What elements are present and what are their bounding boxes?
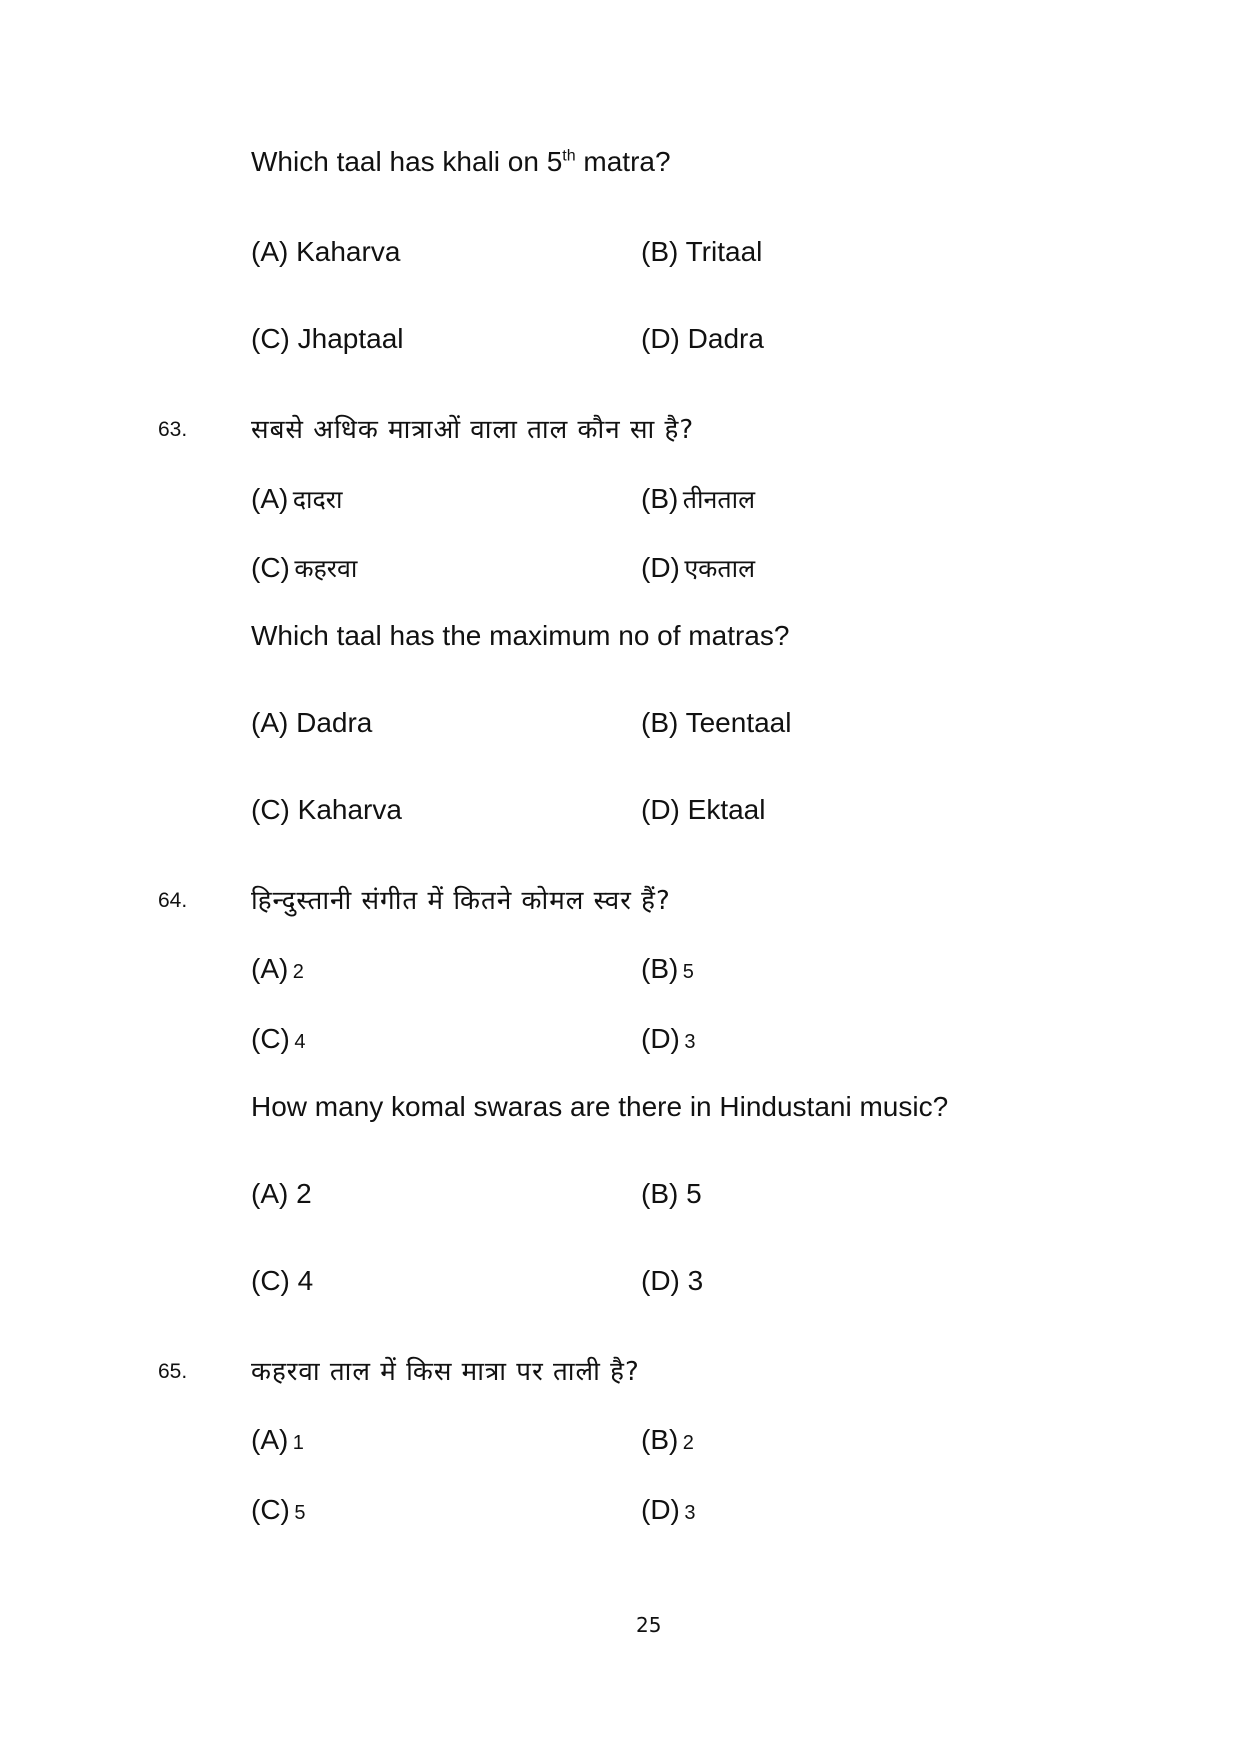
option-text: 3 (684, 1031, 696, 1053)
q63-hi-option-c (251, 551, 357, 585)
question-63-english: Which taal has the maximum no of matras? (251, 620, 790, 651)
q64-en-option-c (251, 1265, 313, 1297)
q62-option-a (251, 236, 400, 268)
option-label: (C) (251, 1494, 290, 1525)
option-text: Jhaptaal (297, 323, 404, 354)
option-label: (C) (251, 323, 290, 354)
q63-en-option-a (251, 707, 372, 739)
question-number-63: 63. (158, 418, 188, 441)
option-text: Kaharva (297, 794, 402, 825)
option-label: (C) (251, 794, 290, 825)
option-text: एकताल (684, 554, 756, 583)
option-label: (A) (251, 707, 289, 738)
option-text: 2 (296, 1178, 312, 1209)
option-label: (B) (641, 483, 679, 514)
q62-option-b (641, 236, 762, 268)
option-label: (C) (251, 1023, 290, 1054)
q63-en-option-d (641, 794, 765, 826)
option-text: 4 (297, 1265, 314, 1296)
q64-hi-option-d (641, 1023, 695, 1055)
option-text: Tritaal (685, 236, 763, 267)
option-text: तीनताल (682, 485, 756, 514)
option-text: कहरवा (294, 554, 358, 583)
option-text: 1 (292, 1432, 304, 1454)
q63-en-option-b (641, 707, 791, 739)
option-label: (A) (251, 1178, 289, 1209)
option-label: (B) (641, 953, 679, 984)
option-label: (B) (641, 236, 679, 267)
option-label: (D) (641, 1494, 680, 1525)
option-text: 2 (682, 1432, 694, 1454)
q65-hi-option-d (641, 1494, 695, 1526)
q62-option-c (251, 323, 404, 355)
option-label: (D) (641, 323, 680, 354)
option-label: (A) (251, 236, 289, 267)
option-label: (B) (641, 707, 679, 738)
question-62-text-end: matra? (575, 146, 671, 177)
q65-hi-option-b (641, 1424, 694, 1456)
option-text: Dadra (687, 323, 764, 354)
q65-hi-option-a (251, 1424, 304, 1456)
superscript-th: th (562, 147, 576, 165)
option-label: (D) (641, 1023, 680, 1054)
question-64-english: How many komal swaras are there in Hindustani music? (251, 1091, 949, 1122)
option-text: 5 (682, 961, 694, 983)
option-label: (D) (641, 1265, 680, 1296)
question-number-64: 64. (158, 889, 188, 912)
q62-option-d (641, 323, 764, 355)
question-62-text-start: Which taal has khali on 5 (251, 146, 563, 177)
q65-hi-option-c (251, 1494, 305, 1526)
question-64-hindi: हिन्दुस्तानी संगीत में कितने कोमल स्वर हैं? (251, 886, 671, 916)
question-63-hindi: सबसे अधिक मात्राओं वाला ताल कौन सा है? (251, 415, 695, 445)
option-label: (C) (251, 552, 290, 583)
option-label: (B) (641, 1178, 679, 1209)
q64-hi-option-a (251, 953, 304, 985)
q64-hi-option-c (251, 1023, 305, 1055)
question-65-hindi: कहरवा ताल में किस मात्रा पर ताली है? (251, 1357, 640, 1387)
q64-hi-option-b (641, 953, 694, 985)
option-label: (A) (251, 483, 289, 514)
option-text: Dadra (296, 707, 373, 738)
q63-en-option-c (251, 794, 402, 826)
option-label: (D) (641, 552, 680, 583)
question-number-65: 65. (158, 1360, 188, 1383)
option-text: 5 (294, 1502, 306, 1524)
q64-en-option-b (641, 1178, 702, 1210)
option-text: 3 (684, 1502, 696, 1524)
option-label: (C) (251, 1265, 290, 1296)
question-62-english (251, 146, 671, 178)
option-label: (A) (251, 1424, 289, 1455)
q64-en-option-a (251, 1178, 312, 1210)
q64-en-option-d (641, 1265, 703, 1297)
option-label: (D) (641, 794, 680, 825)
option-text: 5 (686, 1178, 702, 1209)
option-text: Kaharva (296, 236, 401, 267)
page-number: 25 (636, 1613, 662, 1637)
option-text: Teentaal (685, 707, 792, 738)
option-text: दादरा (292, 485, 343, 514)
option-text: 2 (292, 961, 304, 983)
q63-hi-option-a (251, 482, 343, 516)
option-label: (A) (251, 953, 289, 984)
option-text: 4 (294, 1031, 306, 1053)
q63-hi-option-b (641, 482, 755, 516)
option-text: Ektaal (687, 794, 766, 825)
q63-hi-option-d (641, 551, 755, 585)
option-label: (B) (641, 1424, 679, 1455)
option-text: 3 (687, 1265, 704, 1296)
